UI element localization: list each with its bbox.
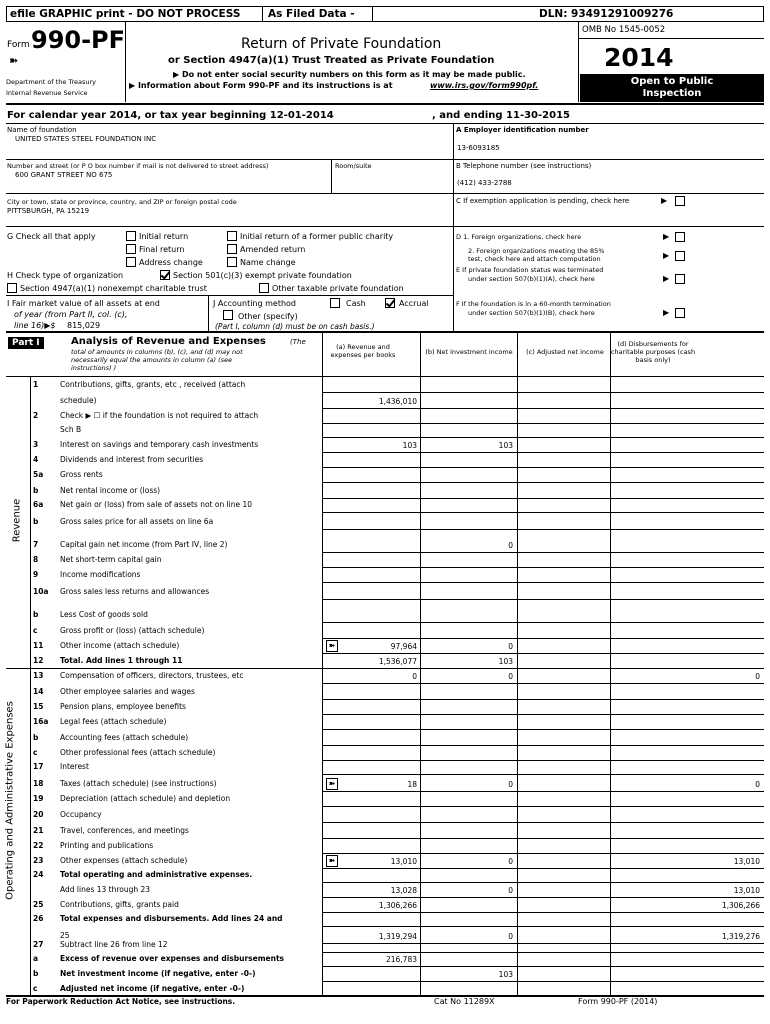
row-divider [322,822,764,823]
row-label: Adjusted net income (if negative, enter -0-) [60,984,245,993]
other-method-label: Other (specify) [238,312,298,321]
city-value[interactable]: PITTSBURGH, PA 15219 [7,207,90,215]
phone-label: B Telephone number (see instructions) [456,162,592,170]
part-note-2: necessarily equal the amounts in column (a) (see [71,356,233,364]
cell-a[interactable]: 1,436,010 [378,397,417,406]
row-divider [322,791,764,792]
irs-label: Internal Revenue Service [6,89,88,97]
info-note: ▶ Information about Form 990-PF and its instructions is at [129,81,393,90]
cell-b[interactable]: 0 [508,642,513,651]
row-label: Gross rents [60,470,103,479]
row-divider [322,882,764,883]
tax-year: 2014 [604,43,674,72]
row-number: 26 [33,914,44,923]
row-divider [322,912,764,913]
arrow-icon: ▶ [663,232,670,241]
row-label: schedule) [60,396,97,405]
exemption-pending-label: C If exemption application is pending, check here [456,197,630,205]
foreign-85-checkbox[interactable] [675,251,685,261]
irs-link[interactable]: www.irs.gov/form990pf. [430,81,539,90]
cell-a[interactable]: 216,783 [385,955,417,964]
form-word: Form [7,40,30,50]
omb-number: OMB No 1545-0052 [582,25,666,35]
street-label: Number and street (or P O box number if mail is not delivered to street address) [7,162,269,170]
col-c-header: (c) Adjusted net income [526,348,604,356]
row-number: 18 [33,779,44,788]
row-label: Other expenses (attach schedule) [60,856,188,865]
cell-b[interactable]: 0 [508,541,513,550]
row-label: Other income (attach schedule) [60,641,180,650]
row-number: 1 [33,380,39,389]
initial-return-label: Initial return [139,232,189,241]
row-number: 4 [33,455,39,464]
cell-b[interactable]: 0 [508,932,513,941]
row-divider [322,897,764,898]
row-number: b [33,969,39,978]
row-divider [322,498,764,499]
cell-a[interactable]: 18 [407,780,417,789]
row-label: Pension plans, employee benefits [60,702,186,711]
attachment-icon[interactable]: ➽ [326,640,338,652]
row-number: c [33,748,38,757]
row-label: Other professional fees (attach schedule) [60,748,216,757]
form-title: Return of Private Foundation [241,36,442,52]
row-label: Net investment income (if negative, enter -0-) [60,969,256,978]
row-number: 6a [33,500,44,509]
accrual-label: Accrual [399,299,429,308]
row-label: Add lines 13 through 23 [60,885,151,894]
row-number: 5a [33,470,44,479]
address-change-label: Address change [139,258,203,267]
initial-former-label: Initial return of a former public charity [240,232,394,241]
row-label: Less Cost of goods sold [60,610,148,619]
row-number: 15 [33,702,44,711]
row-label: Sch B [60,425,82,434]
row-label: Excess of revenue over expenses and disbursements [60,954,285,963]
foreign-85-test: test, check here and attach computation [468,255,601,263]
cell-b[interactable]: 103 [498,657,513,666]
part-tag: Part I [8,337,44,349]
row-divider [322,668,764,669]
expenses-side-label: Operating and Administrative Expenses [4,701,16,900]
h-label: H Check type of organization [7,271,124,280]
row-number: b [33,486,39,495]
open-inspection-badge [580,74,764,102]
row-label: Net rental income or (loss) [60,486,161,495]
initial-return-checkbox[interactable] [126,231,136,241]
row-label: Subtract line 26 from line 12 [60,940,168,949]
row-label: Travel, conferences, and meetings [60,826,189,835]
revenue-side-label: Revenue [11,498,23,543]
exemption-pending-checkbox[interactable] [675,196,685,206]
row-divider [322,408,764,409]
status-terminated-checkbox[interactable] [675,274,685,284]
row-number: b [33,517,39,526]
g-label: G Check all that apply [7,232,96,241]
cell-b[interactable]: 0 [508,886,513,895]
amended-return-label: Amended return [240,245,306,254]
initial-former-checkbox[interactable] [227,231,237,241]
row-label: Occupancy [60,810,102,819]
cash-checkbox[interactable] [330,298,340,308]
row-divider [322,853,764,854]
row-number: 2 [33,411,39,420]
501c3-checkbox[interactable] [160,270,170,280]
cash-label: Cash [346,299,366,308]
irs-logo-icon: ➽ [9,54,19,67]
row-label: Accounting fees (attach schedule) [60,733,189,742]
street-value[interactable]: 600 GRANT STREET NO 675 [15,171,113,179]
cell-b[interactable]: 103 [498,970,513,979]
row-number: b [33,610,39,619]
status-terminated-section: under section 507(b)(1)(A), check here [468,275,595,283]
col-d-header: (d) Disbursements for charitable purposes (cash basis only) [610,340,696,364]
open-line-2: Inspection [642,88,702,99]
row-number: 21 [33,826,44,835]
name-change-checkbox[interactable] [227,257,237,267]
row-divider [322,745,764,746]
row-divider [322,952,764,953]
status-terminated-label: E If private foundation status was terminated [456,266,604,274]
row-label: Total. Add lines 1 through 11 [60,656,183,665]
row-divider [322,622,764,623]
cell-b[interactable]: 103 [498,441,513,450]
row-divider [322,943,764,944]
row-divider [322,423,764,424]
cell-b[interactable]: 0 [508,780,513,789]
cell-a[interactable]: 1,319,294 [378,932,417,941]
tax-year-end: , and ending 11-30-2015 [432,110,570,121]
fmv-value[interactable]: 815,029 [67,321,101,330]
other-method-checkbox[interactable] [223,310,233,320]
fmv-label-1: I Fair market value of all assets at end [7,299,160,308]
amended-return-checkbox[interactable] [227,244,237,254]
row-divider [322,452,764,453]
row-label: Contributions, gifts, grants paid [60,900,179,909]
row-number: 13 [33,671,44,680]
row-divider [322,392,764,393]
cell-a[interactable]: 1,536,077 [378,657,417,666]
cell-d[interactable]: 13,010 [733,857,760,866]
row-divider [322,760,764,761]
address-change-checkbox[interactable] [126,257,136,267]
row-number: a [33,954,39,963]
attachment-icon[interactable]: ➽ [326,855,338,867]
row-label: Interest on savings and temporary cash investments [60,440,259,449]
row-number: 19 [33,794,44,803]
room-label: Room/suite [335,162,372,170]
foreign-org-label: D 1. Foreign organizations, check here [456,233,582,241]
other-taxable-checkbox[interactable] [259,283,269,293]
row-number: 20 [33,810,44,819]
termination-checkbox[interactable] [675,308,685,318]
part-note-3: instructions) ) [71,364,117,372]
4947-checkbox[interactable] [7,283,17,293]
col-a-header: (a) Revenue and expenses per books [330,343,396,359]
foundation-name[interactable]: UNITED STATES STEEL FOUNDATION INC [15,135,157,143]
4947-label: Section 4947(a)(1) nonexempt charitable trust [20,284,207,293]
row-divider [322,774,764,775]
arrow-icon: ▶ [663,308,670,317]
cash-basis-note: (Part I, column (d) must be on cash basis.) [215,322,375,331]
filed-label: As Filed Data - [268,8,355,20]
cell-a[interactable]: 0 [412,672,417,681]
row-divider [322,714,764,715]
cell-a[interactable]: 103 [402,441,417,450]
row-divider [322,582,764,583]
row-divider [322,599,764,600]
row-label: Taxes (attach schedule) (see instructions) [60,779,217,788]
row-label: Legal fees (attach schedule) [60,717,167,726]
termination-section: under section 507(b)(1)(B), check here [468,309,595,317]
fmv-label-2: of year (from Part II, col. (c), [14,310,128,319]
row-label: Other employee salaries and wages [60,687,195,696]
row-divider [322,868,764,869]
row-number: 8 [33,555,39,564]
row-divider [322,512,764,513]
row-number: 22 [33,841,44,850]
row-label: Contributions, gifts, grants, etc , received (attach [60,380,246,389]
termination-label: F If the foundation is in a 60-month termination [456,300,611,308]
col-b-header: (b) Net investment income [425,348,513,356]
row-label: Printing and publications [60,841,154,850]
efile-banner: efile GRAPHIC print - DO NOT PROCESS [10,8,241,20]
foundation-name-label: Name of foundation [7,126,77,134]
cell-a[interactable]: 97,964 [390,642,417,651]
catalog-number: Cat No 11289X [434,997,495,1006]
row-label: Gross profit or (loss) (attach schedule) [60,626,205,635]
ssn-warning: ▶ Do not enter social security numbers on this form as it may be made public. [173,70,526,79]
name-change-label: Name change [240,258,296,267]
row-divider [322,638,764,639]
row-number: 25 [33,900,44,909]
row-divider [322,806,764,807]
cell-b[interactable]: 0 [508,857,513,866]
row-number: 11 [33,641,44,650]
row-label: Interest [60,762,89,771]
cell-a[interactable]: 13,010 [390,857,417,866]
row-divider [322,981,764,982]
form-subtitle: or Section 4947(a)(1) Trust Treated as Private Foundation [168,55,495,66]
row-divider [322,653,764,654]
part-title: Analysis of Revenue and Expenses [71,336,266,347]
row-number: 7 [33,540,39,549]
row-number: 23 [33,856,44,865]
row-divider [322,437,764,438]
dept-treasury: Department of the Treasury [6,78,97,86]
row-number: 16a [33,717,49,726]
row-label: Gross sales less returns and allowances [60,587,210,596]
row-divider [322,683,764,684]
cell-d[interactable]: 0 [755,672,760,681]
cell-a[interactable]: 1,306,266 [378,901,417,910]
accrual-checkbox[interactable] [385,298,395,308]
final-return-checkbox[interactable] [126,244,136,254]
row-divider [322,552,764,553]
paperwork-notice: For Paperwork Reduction Act Notice, see instructions. [6,997,236,1006]
dln: DLN: 93491291009276 [539,8,674,20]
row-divider [322,838,764,839]
row-divider [322,467,764,468]
row-number: c [33,626,38,635]
cell-d[interactable]: 0 [755,780,760,789]
row-divider [322,699,764,700]
row-label: Compensation of officers, directors, trustees, etc [60,671,244,680]
footer-form: Form 990-PF (2014) [578,997,658,1006]
row-number: 9 [33,570,39,579]
row-label: Capital gain net income (from Part IV, line 2) [60,540,228,549]
row-label: Check ▶ ☐ if the foundation is not required to attach [60,411,259,420]
row-label: Income modifications [60,570,141,579]
city-label: City or town, state or province, country, and ZIP or foreign postal code [7,198,237,206]
cell-a[interactable]: 13,028 [390,886,417,895]
cell-b[interactable]: 0 [508,672,513,681]
row-divider [322,529,764,530]
row-label: Depreciation (attach schedule) and depletion [60,794,231,803]
phone-value[interactable]: (412) 433-2788 [457,179,512,187]
row-number: 3 [33,440,39,449]
arrow-icon: ▶ [663,251,670,260]
row-number: 27 [33,940,44,949]
ein-value[interactable]: 13-6093185 [457,144,500,152]
open-line-1: Open to Public [630,76,714,87]
part-title-note: (The [290,338,306,346]
other-taxable-label: Other taxable private foundation [272,284,404,293]
final-return-label: Final return [139,245,185,254]
ein-label: A Employer identification number [456,126,589,134]
row-label: Total operating and administrative expenses. [60,870,253,879]
fmv-label-3: line 16)▶$ [14,321,56,330]
row-number: 17 [33,762,44,771]
accounting-method-label: J Accounting method [213,299,297,308]
row-divider [322,729,764,730]
row-number: 12 [33,656,44,665]
row-divider [322,482,764,483]
row-label: Total expenses and disbursements. Add lines 24 and [60,914,283,923]
row-number: c [33,984,38,993]
attachment-icon[interactable]: ➽ [326,778,338,790]
row-label: Dividends and interest from securities [60,455,204,464]
row-number: b [33,733,39,742]
tax-year-begin: For calendar year 2014, or tax year beginning 12-01-2014 [7,110,334,121]
arrow-icon: ▶ [663,274,670,283]
arrow-icon: ▶ [661,196,668,205]
foreign-org-checkbox[interactable] [675,232,685,242]
row-label: Net gain or (loss) from sale of assets not on line 10 [60,500,253,509]
form-number: 990-PF [31,26,126,54]
foreign-85-label: 2. Foreign organizations meeting the 85% [468,247,605,255]
part-note-1: total of amounts in columns (b), (c), and (d) may not [71,348,243,356]
row-divider [322,926,764,927]
row-label: 25 [60,931,70,940]
row-label: Gross sales price for all assets on line 6a [60,517,214,526]
row-number: 14 [33,687,44,696]
row-label: Net short-term capital gain [60,555,162,564]
cell-d[interactable]: 1,319,276 [721,932,760,941]
cell-d[interactable]: 1,306,266 [721,901,760,910]
row-divider [322,567,764,568]
cell-d[interactable]: 13,010 [733,886,760,895]
row-divider [322,966,764,967]
row-number: 24 [33,870,44,879]
row-number: 10a [33,587,49,596]
501c3-label: Section 501(c)(3) exempt private foundation [173,271,352,280]
